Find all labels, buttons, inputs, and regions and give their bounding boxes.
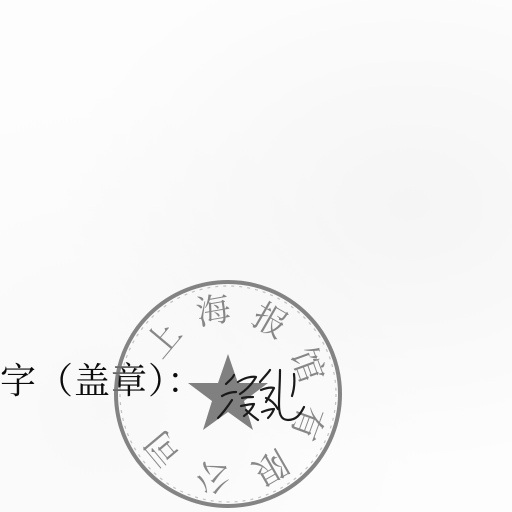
seal-char: 上 xyxy=(137,314,190,366)
handwritten-signature xyxy=(208,360,318,426)
seal-char: 有 xyxy=(282,399,332,446)
seal-char: 限 xyxy=(245,440,295,493)
seal-char: 海 xyxy=(193,288,234,334)
seal-char: 司 xyxy=(137,422,190,474)
seal-char: 报 xyxy=(245,295,295,348)
seal-char: 公 xyxy=(193,454,234,500)
signature-stamp-label: 字（盖章）： xyxy=(0,361,205,402)
seal-char: 馆 xyxy=(282,342,332,389)
